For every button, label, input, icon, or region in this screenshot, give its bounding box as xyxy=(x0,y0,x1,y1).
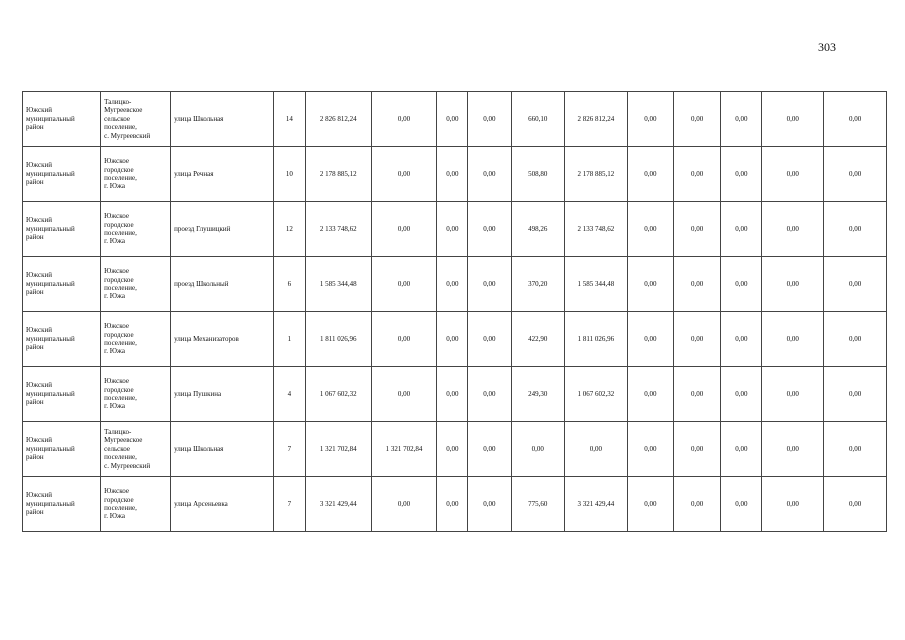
district-cell-line: район xyxy=(26,123,44,132)
house-number-cell: 4 xyxy=(273,367,305,422)
district-cell-line: муниципальный xyxy=(26,389,75,398)
district-cell-line: Южский xyxy=(26,216,52,225)
table-row xyxy=(23,147,887,202)
value-cell: 0,00 xyxy=(721,92,762,147)
value-cell: 0,00 xyxy=(627,422,673,477)
settlement-cell-line: Мугреевское xyxy=(104,436,143,445)
value-cell: 1 067 602,32 xyxy=(305,367,371,422)
district-cell-line: район xyxy=(26,508,44,517)
value-cell: 0,00 xyxy=(627,312,673,367)
table-row xyxy=(23,477,887,532)
district-cell xyxy=(23,257,101,312)
district-cell-line: Южский xyxy=(26,326,52,335)
value-cell: 0,00 xyxy=(468,92,511,147)
value-cell: 0,00 xyxy=(511,422,564,477)
value-cell: 0,00 xyxy=(762,367,824,422)
value-cell: 0,00 xyxy=(824,422,887,477)
settlement-cell-line: городское xyxy=(104,220,134,229)
value-cell: 0,00 xyxy=(627,147,673,202)
district-cell xyxy=(23,422,101,477)
value-cell: 1 585 344,48 xyxy=(564,257,627,312)
settlement-cell-line: поселение, xyxy=(104,284,137,292)
settlement-cell-line: Южское xyxy=(104,322,129,331)
value-cell: 0,00 xyxy=(824,147,887,202)
value-cell: 0,00 xyxy=(721,312,762,367)
house-number-cell: 14 xyxy=(273,92,305,147)
settlement-cell xyxy=(101,147,171,202)
value-cell: 0,00 xyxy=(371,257,437,312)
house-number-cell: 1 xyxy=(273,312,305,367)
value-cell: 0,00 xyxy=(437,422,468,477)
value-cell: 775,60 xyxy=(511,477,564,532)
value-cell: 1 811 026,96 xyxy=(564,312,627,367)
value-cell: 0,00 xyxy=(674,477,721,532)
settlement-cell xyxy=(101,312,171,367)
value-cell: 0,00 xyxy=(762,422,824,477)
value-cell: 0,00 xyxy=(371,147,437,202)
district-cell-line: муниципальный xyxy=(26,334,75,343)
value-cell: 0,00 xyxy=(762,257,824,312)
value-cell: 0,00 xyxy=(721,202,762,257)
house-number-cell: 7 xyxy=(273,477,305,532)
district-cell-line: Южский xyxy=(26,271,52,280)
value-cell: 0,00 xyxy=(674,257,721,312)
house-number-cell: 10 xyxy=(273,147,305,202)
house-number-cell: 7 xyxy=(273,422,305,477)
value-cell: 1 321 702,84 xyxy=(371,422,437,477)
settlement-cell-line: г. Южа xyxy=(104,292,125,301)
settlement-cell-line: г. Южа xyxy=(104,512,125,521)
value-cell: 0,00 xyxy=(437,202,468,257)
settlement-cell-line: городское xyxy=(104,495,134,504)
value-cell: 0,00 xyxy=(762,202,824,257)
value-cell: 0,00 xyxy=(824,312,887,367)
page-number: 303 xyxy=(818,40,836,54)
data-table xyxy=(22,91,887,532)
value-cell: 0,00 xyxy=(824,367,887,422)
value-cell: 0,00 xyxy=(468,477,511,532)
value-cell: 0,00 xyxy=(721,147,762,202)
value-cell: 0,00 xyxy=(762,147,824,202)
district-cell-line: район xyxy=(26,453,44,462)
value-cell: 2 178 885,12 xyxy=(305,147,371,202)
settlement-cell-line: городское xyxy=(104,165,134,174)
street-cell: улица Речная xyxy=(171,147,274,202)
table-row xyxy=(23,202,887,257)
settlement-cell-line: Талицко- xyxy=(104,98,132,107)
district-cell xyxy=(23,92,101,147)
value-cell: 0,00 xyxy=(627,92,673,147)
district-cell-line: Южский xyxy=(26,161,52,170)
value-cell: 0,00 xyxy=(437,367,468,422)
table-row xyxy=(23,367,887,422)
street-cell: проезд Глушицкий xyxy=(171,202,274,257)
value-cell: 422,90 xyxy=(511,312,564,367)
settlement-cell-line: поселение, xyxy=(104,123,137,132)
settlement-cell xyxy=(101,477,171,532)
value-cell: 0,00 xyxy=(824,477,887,532)
district-cell-line: Южский xyxy=(26,436,52,445)
settlement-cell-line: городское xyxy=(104,385,134,394)
district-cell xyxy=(23,312,101,367)
value-cell: 0,00 xyxy=(627,202,673,257)
value-cell: 0,00 xyxy=(762,477,824,532)
settlement-cell-line: Талицко- xyxy=(104,428,132,437)
settlement-cell-line: поселение, xyxy=(104,394,137,402)
settlement-cell-line: городское xyxy=(104,275,134,284)
value-cell: 2 178 885,12 xyxy=(564,147,627,202)
district-cell xyxy=(23,202,101,257)
district-cell-line: муниципальный xyxy=(26,499,75,508)
settlement-cell xyxy=(101,257,171,312)
settlement-cell-line: Южское xyxy=(104,157,129,166)
value-cell: 0,00 xyxy=(468,422,511,477)
settlement-cell-line: городское xyxy=(104,330,134,339)
settlement-cell-line: г. Южа xyxy=(104,347,125,356)
value-cell: 498,26 xyxy=(511,202,564,257)
value-cell: 0,00 xyxy=(371,312,437,367)
value-cell: 0,00 xyxy=(762,92,824,147)
value-cell: 2 133 748,62 xyxy=(305,202,371,257)
value-cell: 0,00 xyxy=(674,422,721,477)
settlement-cell-line: поселение, xyxy=(104,174,137,182)
value-cell: 0,00 xyxy=(371,202,437,257)
district-cell xyxy=(23,477,101,532)
value-cell: 0,00 xyxy=(564,422,627,477)
value-cell: 0,00 xyxy=(627,367,673,422)
value-cell: 0,00 xyxy=(437,92,468,147)
settlement-cell-line: поселение, xyxy=(104,339,137,347)
value-cell: 0,00 xyxy=(824,257,887,312)
street-cell: проезд Школьный xyxy=(171,257,274,312)
value-cell: 0,00 xyxy=(468,202,511,257)
district-cell-line: муниципальный xyxy=(26,224,75,233)
value-cell: 1 321 702,84 xyxy=(305,422,371,477)
settlement-cell xyxy=(101,92,171,147)
value-cell: 0,00 xyxy=(674,147,721,202)
value-cell: 2 826 812,24 xyxy=(305,92,371,147)
value-cell: 0,00 xyxy=(627,257,673,312)
settlement-cell-line: поселение, xyxy=(104,504,137,512)
value-cell: 3 321 429,44 xyxy=(564,477,627,532)
district-cell-line: муниципальный xyxy=(26,114,75,123)
value-cell: 0,00 xyxy=(437,477,468,532)
table-row xyxy=(23,257,887,312)
district-cell-line: район xyxy=(26,343,44,352)
settlement-cell-line: сельское xyxy=(104,114,130,123)
table-row xyxy=(23,92,887,147)
street-cell: улица Механизаторов xyxy=(171,312,274,367)
value-cell: 0,00 xyxy=(721,257,762,312)
value-cell: 0,00 xyxy=(371,367,437,422)
value-cell: 1 067 602,32 xyxy=(564,367,627,422)
table-body xyxy=(23,92,887,532)
value-cell: 3 321 429,44 xyxy=(305,477,371,532)
settlement-cell-line: Южское xyxy=(104,212,129,221)
settlement-cell-line: Южское xyxy=(104,487,129,496)
value-cell: 0,00 xyxy=(674,92,721,147)
district-cell-line: Южский xyxy=(26,381,52,390)
value-cell: 0,00 xyxy=(437,147,468,202)
settlement-cell-line: г. Южа xyxy=(104,182,125,191)
value-cell: 370,20 xyxy=(511,257,564,312)
value-cell: 0,00 xyxy=(371,477,437,532)
settlement-cell-line: Южское xyxy=(104,377,129,386)
district-cell-line: район xyxy=(26,288,44,297)
table-row xyxy=(23,422,887,477)
value-cell: 0,00 xyxy=(468,312,511,367)
settlement-cell-line: поселение, xyxy=(104,453,137,462)
value-cell: 0,00 xyxy=(824,92,887,147)
settlement-cell-line: сельское xyxy=(104,444,130,453)
street-cell: улица Школьная xyxy=(171,422,274,477)
value-cell: 0,00 xyxy=(437,312,468,367)
settlement-cell xyxy=(101,422,171,477)
settlement-cell-line: Мугреевское xyxy=(104,106,143,115)
settlement-cell-line: поселение, xyxy=(104,229,137,237)
settlement-cell-line: г. Южа xyxy=(104,237,125,246)
settlement-cell-line: с. Мугреевский xyxy=(104,461,151,470)
street-cell: улица Школьная xyxy=(171,92,274,147)
value-cell: 0,00 xyxy=(721,367,762,422)
street-cell: улица Пушкина xyxy=(171,367,274,422)
district-cell-line: район xyxy=(26,233,44,242)
value-cell: 2 826 812,24 xyxy=(564,92,627,147)
value-cell: 249,30 xyxy=(511,367,564,422)
value-cell: 0,00 xyxy=(371,92,437,147)
value-cell: 0,00 xyxy=(674,367,721,422)
value-cell: 0,00 xyxy=(721,422,762,477)
value-cell: 1 811 026,96 xyxy=(305,312,371,367)
settlement-cell-line: г. Южа xyxy=(104,402,125,411)
district-cell-line: район xyxy=(26,398,44,407)
district-cell-line: муниципальный xyxy=(26,279,75,288)
house-number-cell: 6 xyxy=(273,257,305,312)
settlement-cell xyxy=(101,202,171,257)
settlement-cell-line: с. Мугреевский xyxy=(104,131,151,140)
value-cell: 660,10 xyxy=(511,92,564,147)
district-cell-line: Южский xyxy=(26,106,52,115)
house-number-cell: 12 xyxy=(273,202,305,257)
value-cell: 0,00 xyxy=(468,367,511,422)
table-row xyxy=(23,312,887,367)
district-cell-line: Южский xyxy=(26,491,52,500)
district-cell xyxy=(23,147,101,202)
settlement-cell xyxy=(101,367,171,422)
settlement-cell-line: Южское xyxy=(104,267,129,276)
value-cell: 0,00 xyxy=(674,312,721,367)
district-cell-line: район xyxy=(26,178,44,187)
value-cell: 0,00 xyxy=(721,477,762,532)
value-cell: 0,00 xyxy=(762,312,824,367)
value-cell: 0,00 xyxy=(674,202,721,257)
value-cell: 0,00 xyxy=(627,477,673,532)
value-cell: 1 585 344,48 xyxy=(305,257,371,312)
district-cell-line: муниципальный xyxy=(26,444,75,453)
value-cell: 2 133 748,62 xyxy=(564,202,627,257)
value-cell: 508,80 xyxy=(511,147,564,202)
value-cell: 0,00 xyxy=(468,257,511,312)
district-cell xyxy=(23,367,101,422)
district-cell-line: муниципальный xyxy=(26,169,75,178)
value-cell: 0,00 xyxy=(437,257,468,312)
value-cell: 0,00 xyxy=(824,202,887,257)
value-cell: 0,00 xyxy=(468,147,511,202)
street-cell: улица Арсеньевка xyxy=(171,477,274,532)
